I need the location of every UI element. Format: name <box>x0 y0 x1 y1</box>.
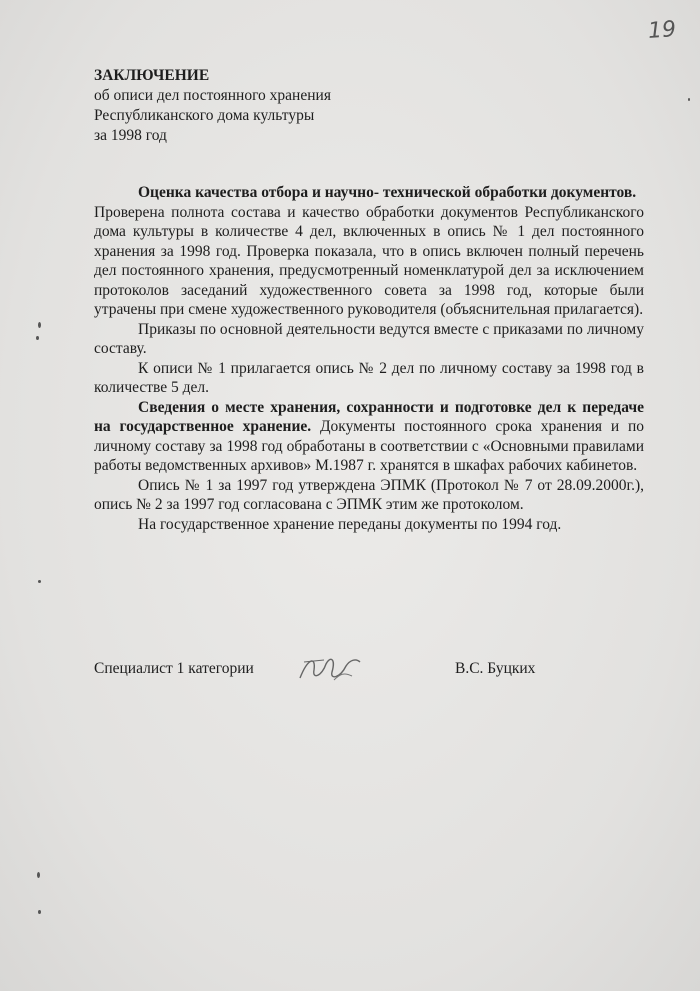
document-body <box>94 183 644 534</box>
section-2-paragraph <box>94 398 644 476</box>
signer-name: В.С. Буцких <box>455 660 536 677</box>
scan-speck <box>36 336 39 340</box>
scan-speck <box>688 98 690 101</box>
signature-block <box>94 660 644 684</box>
paragraph-inventory-2: К описи № 1 прилагается опись № 2 дел по личному составу за 1998 год в количестве 5 дел. <box>94 359 644 396</box>
scan-speck <box>37 872 40 878</box>
page-number: 19 <box>647 17 677 44</box>
section-2-heading: Сведения о месте хранения, сохранности и подготовке дел к передаче на государственное хранение. <box>94 398 644 435</box>
paragraph-approval: Опись № 1 за 1997 год утверждена ЭПМК (Протокол № 7 от 28.09.2000г.), опись № 2 за 1997 год согласована с ЭПМК этим же протоколом. <box>94 476 644 513</box>
header-line-3: за 1998 год <box>94 127 167 144</box>
document-title: ЗАКЛЮЧЕНИЕ <box>94 67 210 84</box>
section-2-text: Документы постоянного срока хранения и по личному составу за 1998 год обработаны в соответствии с «Основными правилами работы ведомственных архивов» М.1987 г. хранятся в шкафах рабочих кабинетов. <box>94 418 645 474</box>
signer-position: Специалист 1 категории <box>94 660 254 677</box>
section-1-heading: Оценка качества отбора и научно- технической обработки документов. <box>138 184 637 201</box>
scan-speck <box>38 910 41 914</box>
document-header <box>94 66 331 146</box>
paragraph-orders: Приказы по основной деятельности ведутся вместе с приказами по личному составу. <box>94 320 644 357</box>
scan-speck <box>38 322 41 328</box>
header-line-1: об описи дел постоянного хранения <box>94 87 331 104</box>
paragraph-transfer: На государственное хранение переданы документы по 1994 год. <box>138 515 562 533</box>
header-line-2: Республиканского дома культуры <box>94 107 315 124</box>
section-1-text: Проверена полнота состава и качество обработки документов Республиканского дома культуры в количестве 4 дел, включенных в опись № 1 дел постоянного хранения за 1998 год. Проверка показала, что в опись включен полный перечень дел постоянного хранения, предусмотренный номенклатурой дел за исключением протоколов заседаний художественного совета за 1998 год, которые были утрачены при смене художественного руководителя (объяснительная прилагается). <box>94 203 644 318</box>
scan-speck <box>38 580 41 583</box>
handwritten-signature <box>294 650 364 686</box>
